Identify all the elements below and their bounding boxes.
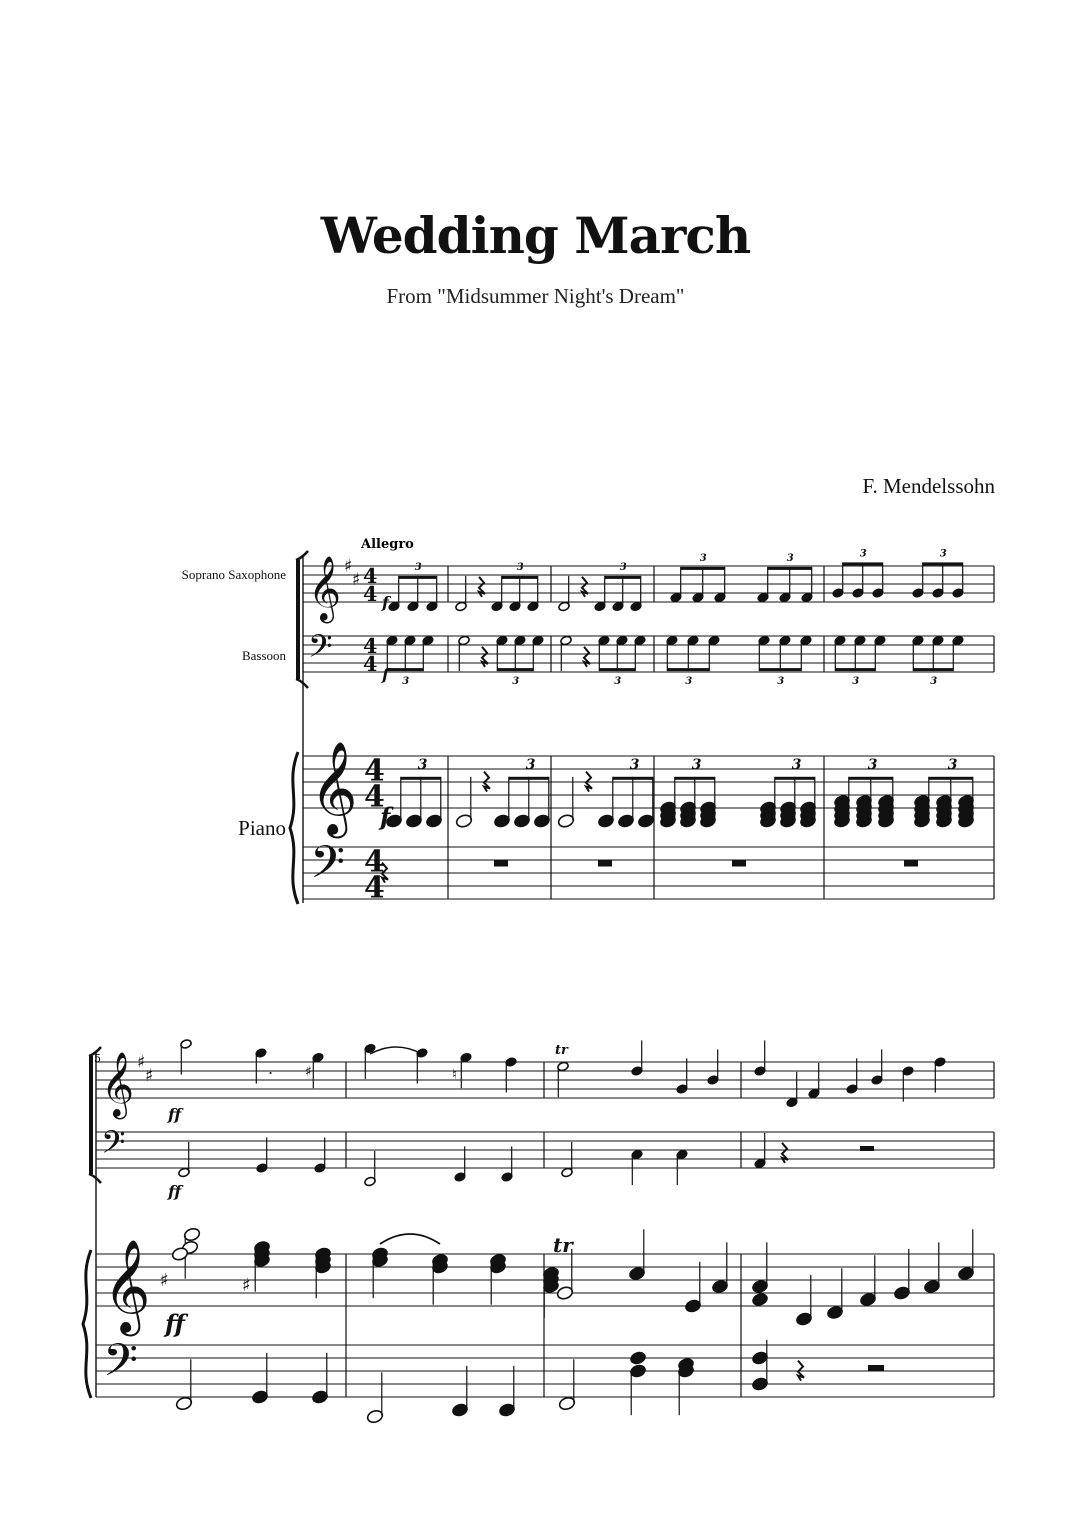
measure-number: 5 xyxy=(94,1052,101,1065)
notes xyxy=(101,556,975,1424)
treble-clef-icon: 𝄞 xyxy=(308,555,341,621)
piano-brace xyxy=(290,752,298,904)
tuplet-number: 3 xyxy=(516,561,524,573)
instrument-label-piano: Piano xyxy=(238,816,286,840)
time-signature-bottom: 4 xyxy=(364,779,385,815)
whole-rest-icon xyxy=(732,860,746,867)
beam xyxy=(849,777,893,780)
dynamic-marking: f xyxy=(380,802,391,831)
beam xyxy=(923,562,963,565)
staccato-dot: . xyxy=(268,1059,274,1078)
beam xyxy=(399,576,437,579)
notation-text xyxy=(94,537,958,1338)
beam xyxy=(835,668,875,671)
score-subtitle: From "Midsummer Night's Dream" xyxy=(386,284,685,308)
beam xyxy=(401,777,441,780)
dynamic-marking: f xyxy=(382,593,389,612)
bracket-bar xyxy=(296,560,300,679)
tuplet-number: 3 xyxy=(791,756,802,773)
beam xyxy=(913,668,953,671)
bracket-hook xyxy=(296,679,308,688)
notehead xyxy=(751,1292,769,1307)
instrument-label-bassoon: Bassoon xyxy=(241,648,286,663)
tuplet-number: 3 xyxy=(699,552,707,564)
time-signature-top: 4 xyxy=(363,564,378,589)
bass-clef-icon: 𝄢 xyxy=(101,1124,126,1168)
bass-clef-icon: 𝄢 xyxy=(103,1333,139,1397)
beam xyxy=(759,668,801,671)
trill-marking: tr xyxy=(553,1233,573,1257)
tuplet-number: 3 xyxy=(619,561,627,573)
time-signature-bottom: 4 xyxy=(364,870,385,906)
tuplet-number: 3 xyxy=(629,756,640,773)
piano-brace xyxy=(83,1250,91,1398)
slur xyxy=(380,1234,440,1244)
tuplet-number: 3 xyxy=(512,676,520,688)
dynamic-marking: f xyxy=(382,665,389,684)
beam xyxy=(768,567,812,570)
treble-clef-icon: 𝄞 xyxy=(310,741,358,836)
barlines xyxy=(346,566,994,1397)
dynamic-marking: ff xyxy=(168,1182,182,1201)
bracket-bar xyxy=(89,1056,93,1174)
beam xyxy=(599,668,635,671)
instrument-label-soprano-saxophone: Soprano Saxophone xyxy=(181,567,286,582)
sharp-icon: ♯ xyxy=(305,1064,312,1080)
tuplet-number: 3 xyxy=(867,756,878,773)
treble-clef-icon: 𝄞 xyxy=(101,1051,134,1117)
score-title: Wedding March xyxy=(320,206,751,265)
time-signature-bottom: 4 xyxy=(363,652,378,677)
quarter-rest-icon xyxy=(479,577,485,597)
bass-clef-icon: 𝄢 xyxy=(310,835,346,899)
half-rest-icon xyxy=(868,1365,884,1371)
sharp-icon: ♯ xyxy=(352,569,361,590)
sharp-icon: ♯ xyxy=(242,1275,251,1296)
quarter-rest-icon xyxy=(584,647,590,667)
time-signature-bottom: 4 xyxy=(363,582,378,607)
tuplet-number: 3 xyxy=(691,756,702,773)
composer-name: F. Mendelssohn xyxy=(862,474,995,498)
tempo-marking: Allegro xyxy=(361,537,414,552)
sharp-icon: ♯ xyxy=(145,1065,154,1086)
beam xyxy=(605,576,641,579)
tuplet-number: 3 xyxy=(525,756,536,773)
sharp-icon: ♯ xyxy=(344,556,353,577)
quarter-rest-icon xyxy=(582,577,588,597)
beam xyxy=(775,777,815,780)
beam xyxy=(667,668,709,671)
tuplet-number: 3 xyxy=(859,548,867,560)
beam xyxy=(502,576,538,579)
beam xyxy=(509,777,549,780)
treble-clef-icon: 𝄞 xyxy=(103,1239,151,1334)
beam xyxy=(929,777,973,780)
tuplet-number: 3 xyxy=(417,756,428,773)
whole-rest-icon xyxy=(494,860,508,867)
tuplet-number: 3 xyxy=(414,561,422,573)
sharp-icon: ♯ xyxy=(137,1052,146,1073)
time-signature-top: 4 xyxy=(363,634,378,659)
quarter-rest-icon xyxy=(782,1143,788,1163)
dynamic-marking: ff xyxy=(165,1309,185,1338)
time-signature-top: 4 xyxy=(364,844,385,880)
beam xyxy=(387,668,423,671)
half-rest-icon xyxy=(860,1146,874,1151)
bracket-hook xyxy=(296,551,308,560)
tuplet-number: 3 xyxy=(930,676,938,688)
tuplet-number: 3 xyxy=(939,548,947,560)
whole-rest-icon xyxy=(904,860,918,867)
tuplet-number: 3 xyxy=(685,676,693,688)
beam xyxy=(681,567,725,570)
quarter-rest-icon xyxy=(482,647,488,667)
whole-rest-icon xyxy=(598,860,612,867)
beam xyxy=(497,668,533,671)
beam xyxy=(675,777,715,780)
tuplet-number: 3 xyxy=(947,756,958,773)
time-signature-top: 4 xyxy=(364,753,385,789)
tuplet-number: 3 xyxy=(852,676,860,688)
sharp-icon: ♯ xyxy=(160,1270,169,1291)
beam xyxy=(613,777,653,780)
trill-marking: tr xyxy=(555,1043,568,1058)
beam xyxy=(843,562,883,565)
bracket-hook xyxy=(89,1174,101,1183)
tuplet-number: 3 xyxy=(786,552,794,564)
tuplet-number: 3 xyxy=(777,676,785,688)
tuplet-number: 3 xyxy=(614,676,622,688)
dynamic-marking: ff xyxy=(168,1105,182,1124)
slur xyxy=(370,1047,422,1054)
notehead xyxy=(629,1350,647,1365)
bass-clef-icon: 𝄢 xyxy=(308,628,333,672)
natural-icon: ♮ xyxy=(452,1067,458,1083)
tuplet-number: 3 xyxy=(402,676,410,688)
